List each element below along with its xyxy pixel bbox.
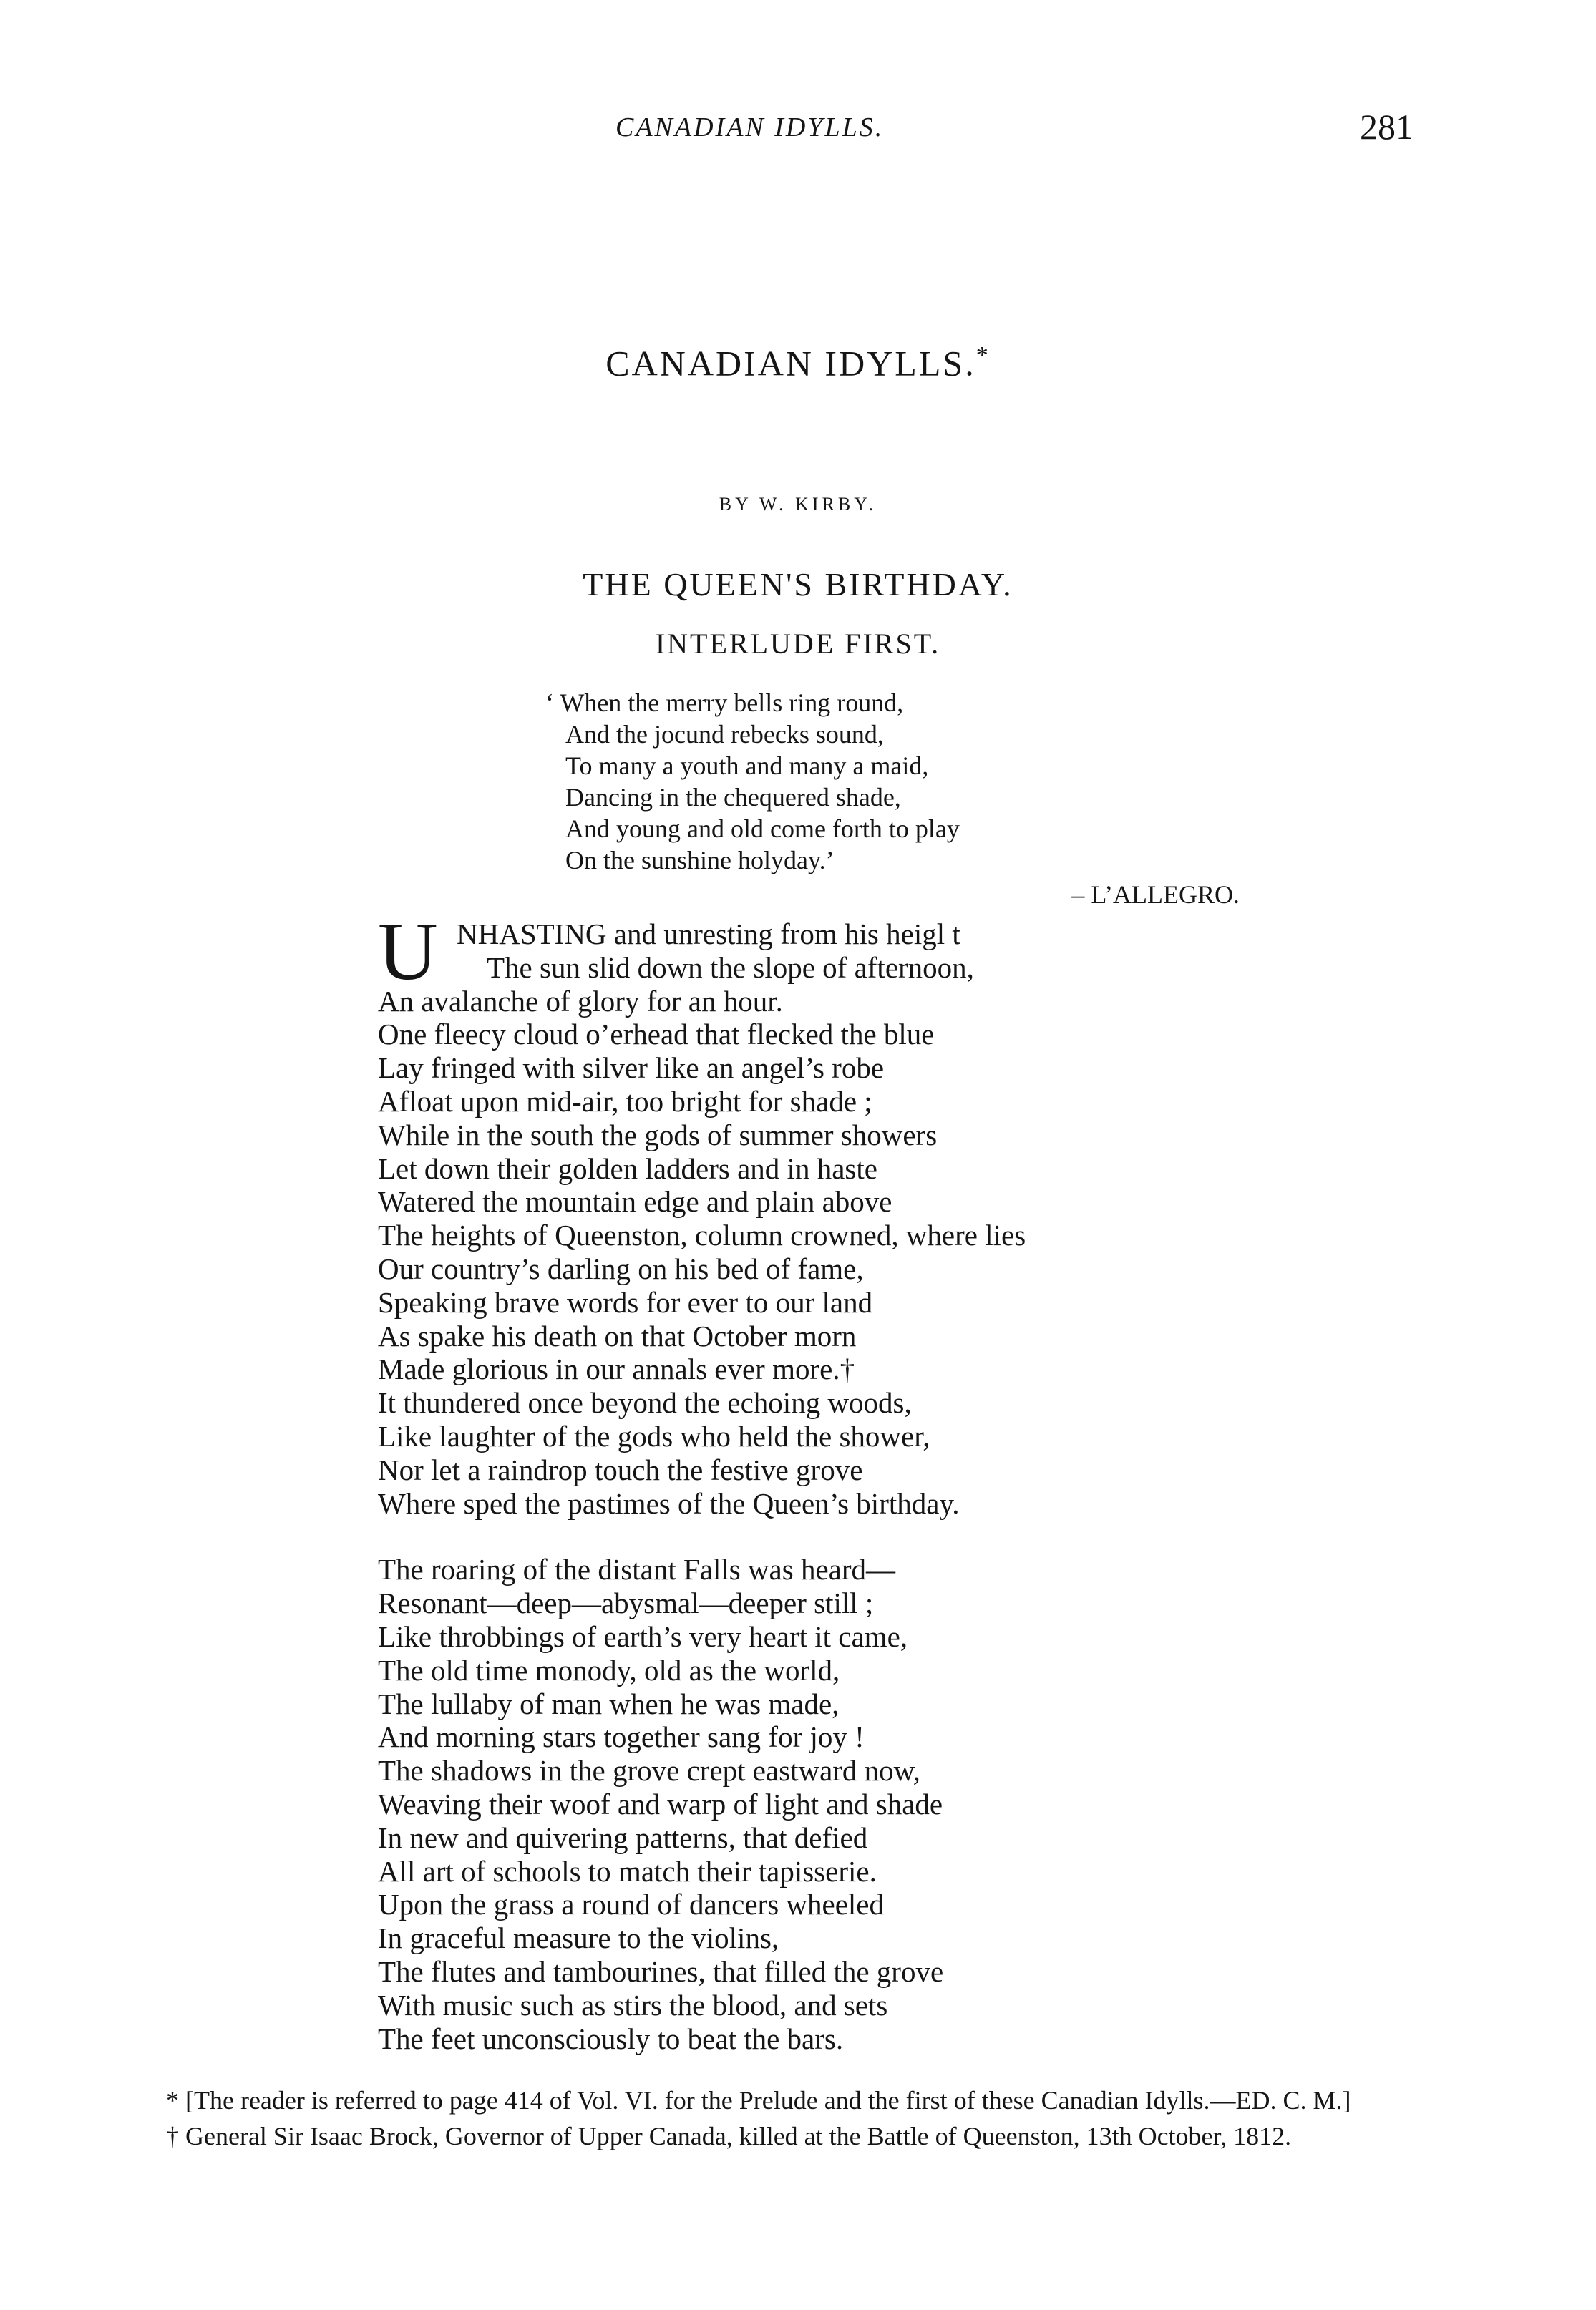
poem-line: Afloat upon mid-air, too bright for shade ;: [378, 1084, 872, 1118]
poem-line: Like laughter of the gods who held the shower,: [378, 1419, 930, 1453]
poem-line: Nor let a raindrop touch the festive grove: [378, 1453, 863, 1486]
poem-line: The sun slid down the slope of afternoon,: [487, 950, 974, 984]
epigraph-line: To many a youth and many a maid,: [565, 751, 929, 780]
article-title: [0, 342, 1596, 384]
epigraph-line: Dancing in the chequered shade,: [565, 783, 901, 812]
poem-body: [378, 906, 1280, 2055]
poem-line: Our country’s darling on his bed of fame,: [378, 1252, 864, 1285]
running-head: [0, 106, 1596, 163]
poem-line: It thundered once beyond the echoing woods,: [378, 1386, 912, 1420]
epigraph-attribution: – L’ALLEGRO.: [1071, 880, 1240, 909]
poem-line: One fleecy cloud o’erhead that flecked the blue: [378, 1018, 935, 1051]
poem-line: As spake his death on that October morn: [378, 1319, 857, 1353]
poem-line: And morning stars together sang for joy !: [378, 1720, 865, 1754]
epigraph-line: And young and old come forth to play: [565, 814, 960, 843]
title-footnote-mark: *: [975, 342, 991, 369]
poem-line: The flutes and tambourines, that filled the grove: [378, 1954, 944, 1988]
poem-line: Upon the grass a round of dancers wheeled: [378, 1888, 885, 1921]
poem-line: Lay fringed with silver like an angel’s robe: [378, 1051, 885, 1085]
poem-title: THE QUEEN'S BIRTHDAY.: [583, 566, 1013, 603]
interlude-heading: INTERLUDE FIRST.: [655, 628, 941, 660]
drop-cap: U: [378, 906, 438, 998]
poem-line: The lullaby of man when he was made,: [378, 1687, 840, 1720]
poem-line: Watered the mountain edge and plain above: [378, 1185, 892, 1219]
poem-line: Like throbbings of earth’s very heart it came,: [378, 1619, 908, 1653]
epigraph: [545, 687, 1247, 910]
article-title-text: CANADIAN IDYLLS.: [605, 343, 976, 384]
poem-line: Where sped the pastimes of the Queen’s birthday.: [378, 1486, 960, 1520]
byline: BY W. KIRBY.: [719, 494, 877, 515]
poem-line: All art of schools to match their tapisserie.: [378, 1854, 877, 1888]
epigraph-line: And the jocund rebecks sound,: [565, 720, 884, 749]
footnote: * [The reader is referred to page 414 of Vol. VI. for the Prelude and the first of these Canadian Idylls.—ED. C. M.]: [166, 2086, 1351, 2115]
poem-line: An avalanche of glory for an hour.: [378, 984, 783, 1018]
footnotes: [166, 2086, 1440, 2158]
poem-line: Resonant—deep—abysmal—deeper still ;: [378, 1587, 874, 1620]
poem-line: The roaring of the distant Falls was heard—: [378, 1553, 896, 1587]
stanza: [378, 906, 1280, 1520]
stanza: [378, 1553, 1280, 2055]
poem-line: Made glorious in our annals ever more.†: [378, 1353, 855, 1386]
epigraph-line: On the sunshine holyday.’: [565, 846, 835, 874]
poem-line: Weaving their woof and warp of light and shade: [378, 1787, 943, 1821]
poem-line: Let down their golden ladders and in haste: [378, 1151, 877, 1185]
poem-line: While in the south the gods of summer showers: [378, 1118, 938, 1151]
running-title: CANADIAN IDYLLS.: [615, 112, 885, 142]
poem-line: The heights of Queenston, column crowned, where lies: [378, 1219, 1026, 1252]
poem-line: In graceful measure to the violins,: [378, 1921, 779, 1955]
poem-line: Speaking brave words for ever to our land: [378, 1285, 873, 1319]
poem-line: The shadows in the grove crept eastward now,: [378, 1754, 920, 1788]
poem-line: The feet unconsciously to beat the bars.: [378, 2022, 844, 2055]
poem-line: In new and quivering patterns, that defied: [378, 1821, 868, 1854]
poem-line-text: NHASTING and unresting from his heigl t: [457, 917, 960, 950]
poem-line: The old time monody, old as the world,: [378, 1653, 840, 1687]
poem-line: With music such as stirs the blood, and sets: [378, 1988, 888, 2022]
epigraph-line: ‘ When the merry bells ring round,: [545, 688, 904, 717]
page-number: 281: [1360, 107, 1413, 147]
footnote: † General Sir Isaac Brock, Governor of Upper Canada, killed at the Battle of Queenston, 13th October, 1812.: [166, 2122, 1292, 2150]
